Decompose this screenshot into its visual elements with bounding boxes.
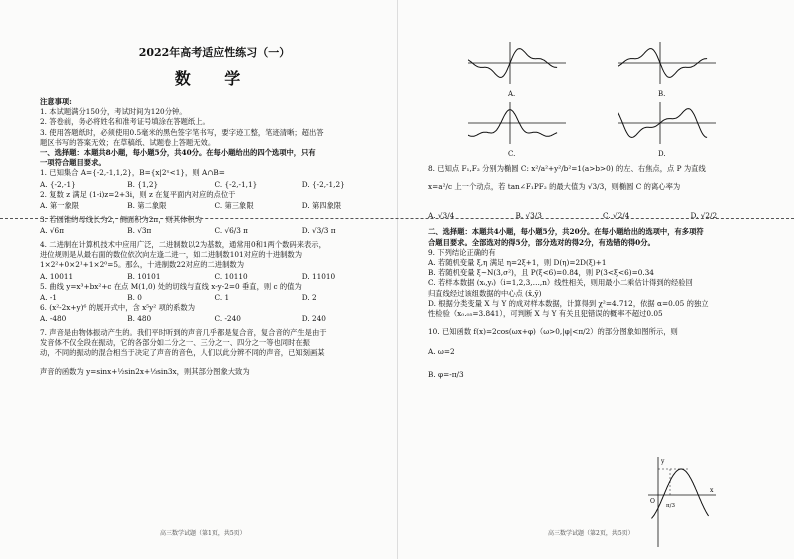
notes-heading: 注意事项: [40,97,72,106]
option-a: A. -1 [40,292,58,302]
graph-b-label: B. [658,90,666,98]
option-c: C. 1 [214,292,230,302]
question-4-options [40,271,389,282]
graph-d-label: D. [658,150,666,158]
option-c: C. -240 [214,314,241,324]
question-4-cont: 进位规则是从最右面的数位依次向左逢二进一，如二进制数101对应的十进制数为 [40,250,303,260]
q9-item-b: B. 若随机变量 ξ~N(3,σ²)，且 P(ξ<6)=0.84，则 P(3<ξ<6)=0.34 [428,268,654,278]
section-2-heading-cont: 合题目要求。全部选对的得5分，部分选对的得2分，有选错的得0分。 [428,237,655,247]
option-b: B. √3π [127,226,152,236]
option-d: D. 240 [301,314,326,324]
page-footer: 高三数学试题（第1页，共5页） [160,530,246,537]
graph-option-c [468,100,618,160]
question-9: 9. 下列结论正确的有 [428,247,496,257]
question-8-options [428,210,778,221]
option-c: C. 10110 [214,271,248,281]
q7-answer-graphs [468,40,768,160]
option-b: B. 第二象限 [127,200,167,210]
option-a: A. 第一象限 [40,200,80,210]
option-a: A. {-2,-1} [40,179,76,189]
option-d: D. √2/2 [690,211,718,221]
note-line: 2. 答卷前，务必将姓名和准考证号填涂在答题纸上。 [40,117,210,127]
question-1-options [40,179,389,190]
q9-item-c-cont: 归直线经过该组数据的中心点 (x̄,ȳ) [428,288,542,298]
q9-item-c: C. 若样本数据 (xᵢ,yᵢ)（i=1,2,3,…,n）线性相关，则用最小二乘估计得到的经验回 [428,278,693,288]
option-a: A. √6π [40,226,64,236]
graph-option-a [468,40,618,100]
q9-item-d: D. 根据分类变量 X 与 Y 的成对样本数据，计算得到 χ²=4.712，依据 α=0.05 的独立 [428,298,709,308]
graph-option-b [618,40,768,100]
question-2-options [40,200,389,211]
x-axis-label: x [710,487,714,494]
option-c: C. 第三象限 [214,200,254,210]
option-b: B. {1,2} [127,179,159,189]
y-axis-label: y [661,458,665,465]
tick-label: π/3 [666,503,675,509]
option-c: C. {-2,-1,1} [214,179,258,189]
q9-item-a: A. 若随机变量 ξ,η 满足 η=2ξ+1，则 D(η)=2D(ξ)+1 [428,258,607,268]
question-7-cont: 发音体不仅全段在振动，它的各部分如二分之一、三分之一、四分之一等也同时在振 [40,338,310,348]
option-c: C. √6/3 π [214,226,248,236]
exam-title: 2022年高考适应性练习（一） [138,46,291,59]
q10-cosine-curve [651,469,708,518]
option-a: A. -480 [40,314,67,324]
q10-item-b: B. φ=-π/3 [428,369,464,379]
option-d: D. 第四象限 [301,200,342,210]
question-8-cont: x=a²/c 上一个动点，若 tan∠F₁PF₂ 的最大值为 √3/3，则椭圆 C 的离心率为 [428,182,681,192]
note-line: 1. 本试题满分150分，考试时间为120分钟。 [40,107,187,117]
question-5-options [40,292,389,303]
graph-option-d [618,100,768,160]
question-4: 4. 二进制在计算机技术中应用广泛，二进制数以2为基数，通常用0和1两个数码来表示， [40,240,326,250]
question-6: 6. (x²-2x+y)⁶ 的展开式中，含 x⁵y² 项的系数为 [40,302,196,312]
subject-title: 数 学 [174,69,255,88]
option-d: D. √3/3 π [301,226,336,236]
graph-a-label: A. [508,90,516,98]
note-line: 3. 使用答题纸时，必须使用0.5毫米的黑色签字笔书写，要字迹工整，笔迹清晰；超出答 [40,127,324,137]
question-4-cont: 1×2²+0×2¹+1×2⁰=5。那么，十进制数22对应的二进制数为 [40,260,244,270]
note-line: 题区书写的答案无效；在草稿纸、试题卷上答题无效。 [40,137,216,147]
section-2-heading: 二、选择题：本题共4小题，每小题5分，共20分。在每小题给出的选项中，有多项符 [428,227,704,237]
section-1-heading: 一、选择题：本题共8小题，每小题5分，共40分。在每小题给出的四个选项中，只有 [40,148,316,158]
option-b: B. 0 [127,292,142,302]
graph-c-label: C. [508,150,516,158]
question-3-options [40,225,389,236]
q10-item-a: A. ω=2 [428,347,455,357]
option-b: B. 10101 [127,271,161,281]
option-b: B. 480 [127,314,152,324]
q10-function-figure [648,455,718,550]
question-7-cont: 动，不同的振动的混合相当于决定了声音的音色，人们以此分辨不同的声音，已知刻画某 [40,348,325,358]
question-8: 8. 已知点 F₁,F₂ 分别为椭圆 C: x²/a²+y²/b²=1(a>b>0) 的左、右焦点，点 P 为直线 [428,164,706,173]
fold-line [0,218,794,219]
origin-label: O [650,498,655,505]
question-7: 7. 声音是由物体振动产生的。我们平时听到的声音几乎都是复合音，复合音的产生是由于 [40,328,327,338]
section-1-heading-cont: 一项符合题目要求。 [40,158,106,168]
option-d: D. {-2,-1,2} [301,179,345,189]
question-2: 2. 复数 z 满足 (1-i)z=2+3i，则 z 在复平面内对应的点位于 [40,189,236,199]
question-1: 1. 已知集合 A={-2,-1,1,2}，B={x|2ˣ<1}，则 A∩B= [40,168,225,178]
question-5: 5. 曲线 y=x³+bx²+c 在点 M(1,0) 处的切线与直线 x-y-2=0 垂直，则 c 的值为 [40,281,302,291]
question-6-options [40,313,389,324]
page-footer: 高三数学试题（第2页，共5页） [548,530,634,537]
page-2 [397,0,794,559]
question-3: 3. 若圆锥的母线长为2，侧面积为2π，则其体积为 [40,214,203,224]
option-d: D. 2 [301,292,317,302]
question-7-cont: 声音的函数为 y=sinx+½sin2x+⅓sin3x，则其部分图象大致为 [40,366,250,376]
option-a: A. √3/4 [428,211,455,221]
option-b: B. √3/3 [515,211,542,221]
q9-item-d-cont: 性检验（x₀.₀₅=3.841），可判断 X 与 Y 有关且犯错误的概率不超过0.05 [428,309,663,319]
question-10: 10. 已知函数 f(x)=2cos(ωx+φ)（ω>0,|φ|<π/2）的部分图象如图所示，则 [428,327,678,337]
option-d: D. 11010 [301,271,336,281]
option-c: C. √2/4 [603,211,630,221]
option-a: A. 10011 [40,271,74,281]
